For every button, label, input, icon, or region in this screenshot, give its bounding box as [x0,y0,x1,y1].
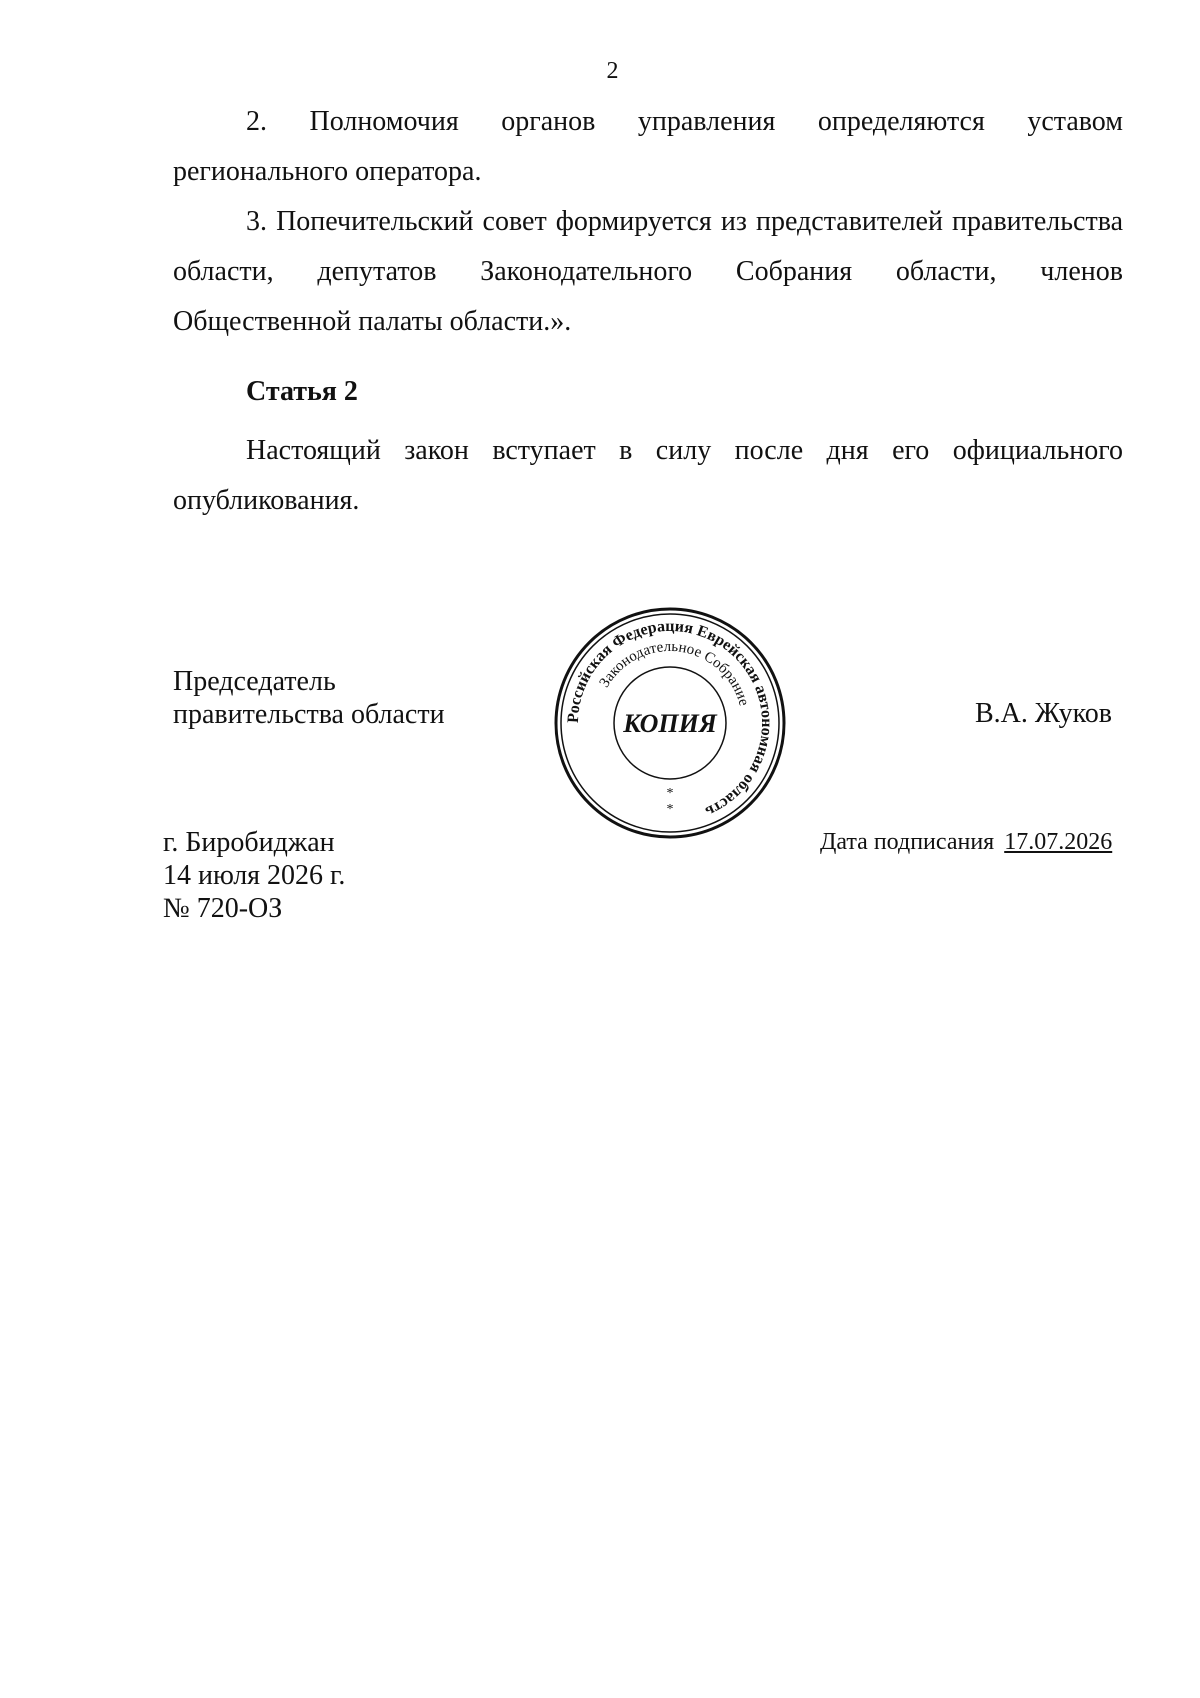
city-line: г. Биробиджан [163,827,335,858]
signing-date-block [820,829,1112,856]
place-date-block [163,826,345,925]
paragraph-3-container [173,197,1123,347]
signing-date-value: 17.07.2026 [1004,829,1113,855]
seal-star-bottom: * [666,802,674,817]
seal-center-text: КОПИЯ [623,709,717,738]
signing-date-label: Дата подписания [820,829,995,855]
date-line: 14 июля 2026 г. [163,860,346,891]
paragraph-2: 2. Полномочия органов управления определяются уставом регионального оператора. [173,106,1123,187]
law-number-line: № 720-ОЗ [163,893,283,924]
article-2-heading: Статья 2 [246,376,358,407]
seal-inner-text: Законодательное Собрание [596,638,752,708]
signatory-title-line1: Председатель [173,666,336,697]
seal-outer-text: Российская Федерация Еврейская автономная область [564,617,776,821]
signatory-title-line2: правительства области [173,699,445,730]
paragraph-2-container [173,97,1123,197]
article-2-text: Настоящий закон вступает в силу после дня его официального опубликования. [173,435,1123,516]
article-2-container [173,426,1123,526]
official-seal-stamp [552,605,788,841]
page-number: 2 [606,58,619,84]
signatory-name: В.А. Жуков [975,698,1113,729]
paragraph-3: 3. Попечительский совет формируется из представителей правительства области, депутатов Законодательного Собрания области, членов Общественной палаты области.». [173,206,1123,337]
seal-star-top: * [666,786,674,801]
